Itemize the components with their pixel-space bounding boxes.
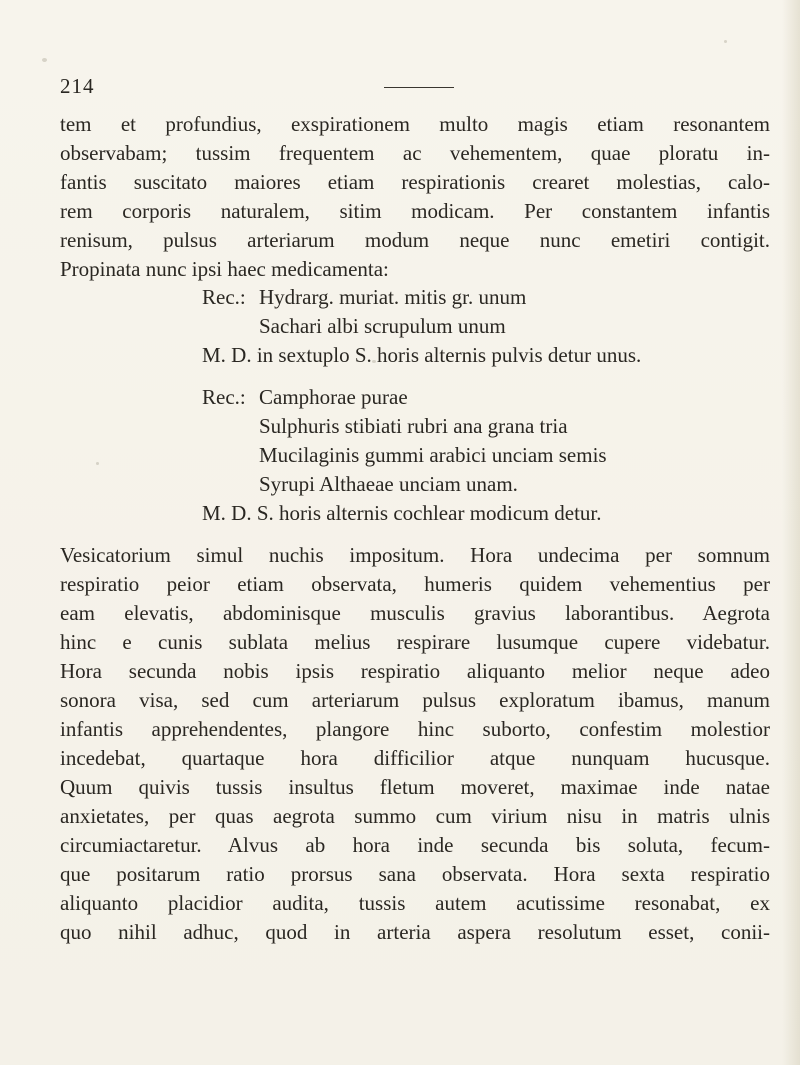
text-line: Propinata nunc ipsi haec medicamenta: — [60, 257, 389, 281]
recipe-instruction: M. D. S. horis alternis cochlear modicum detur. — [202, 501, 602, 525]
paper-speck — [372, 360, 376, 363]
recipe-item: Sulphuris stibiati rubri ana grana tria — [259, 414, 568, 438]
text-line: hinc e cunis sublata melius respirare lusumque cupere videbatur. — [60, 630, 770, 654]
text-line: sonora visa, sed cum arteriarum pulsus exploratum ibamus, manum — [60, 688, 770, 712]
page-number: 214 — [60, 74, 95, 98]
paper-speck — [96, 462, 99, 465]
rec-label: Rec.: — [202, 385, 246, 409]
text-line: infantis apprehendentes, plangore hinc suborto, confestim molestior — [60, 717, 770, 741]
text-line: Hora secunda nobis ipsis respiratio aliquanto melior neque adeo — [60, 659, 770, 683]
recipe-item: Mucilaginis gummi arabici unciam semis — [259, 443, 607, 467]
text-line: renisum, pulsus arteriarum modum neque nunc emetiri contigit. — [60, 228, 770, 252]
text-line: Vesicatorium simul nuchis impositum. Hora undecima per somnum — [60, 543, 770, 567]
text-line: observabam; tussim frequentem ac vehementem, quae ploratu in- — [60, 141, 770, 165]
text-line: Quum quivis tussis insultus fletum moveret, maximae inde natae — [60, 775, 770, 799]
text-line: aliquanto placidior audita, tussis autem acutissime resonabat, ex — [60, 891, 770, 915]
header-rule — [384, 87, 454, 88]
text-line: quo nihil adhuc, quod in arteria aspera resolutum esset, conii- — [60, 920, 770, 944]
text-line: que positarum ratio prorsus sana observata. Hora sexta respiratio — [60, 862, 770, 886]
recipe-item: Hydrarg. muriat. mitis gr. unum — [259, 285, 527, 309]
recipe-item: Sachari albi scrupulum unum — [259, 314, 506, 338]
paper-speck — [42, 58, 47, 62]
text-line: rem corporis naturalem, sitim modicam. Per constantem infantis — [60, 199, 770, 223]
paper-speck — [724, 40, 727, 43]
text-line: eam elevatis, abdominisque musculis gravius laborantibus. Aegrota — [60, 601, 770, 625]
recipe-item: Camphorae purae — [259, 385, 408, 409]
body-paragraph — [60, 541, 770, 947]
page-edge-shadow — [782, 0, 800, 1065]
recipe-instruction: M. D. in sextuplo S. horis alternis pulvis detur unus. — [202, 343, 642, 367]
recipe-item: Syrupi Althaeae unciam unam. — [259, 472, 518, 496]
text-line: circumiactaretur. Alvus ab hora inde secunda bis soluta, fecum- — [60, 833, 770, 857]
text-line: incedebat, quartaque hora difficilior atque nunquam hucusque. — [60, 746, 770, 770]
text-line: respiratio peior etiam observata, humeris quidem vehementius per — [60, 572, 770, 596]
text-line: fantis suscitato maiores etiam respirationis crearet molestias, calo- — [60, 170, 770, 194]
text-line: tem et profundius, exspirationem multo magis etiam resonantem — [60, 112, 770, 136]
intro-paragraph — [60, 110, 770, 284]
rec-label: Rec.: — [202, 285, 246, 309]
text-line: anxietates, per quas aegrota summo cum virium nisu in matris ulnis — [60, 804, 770, 828]
